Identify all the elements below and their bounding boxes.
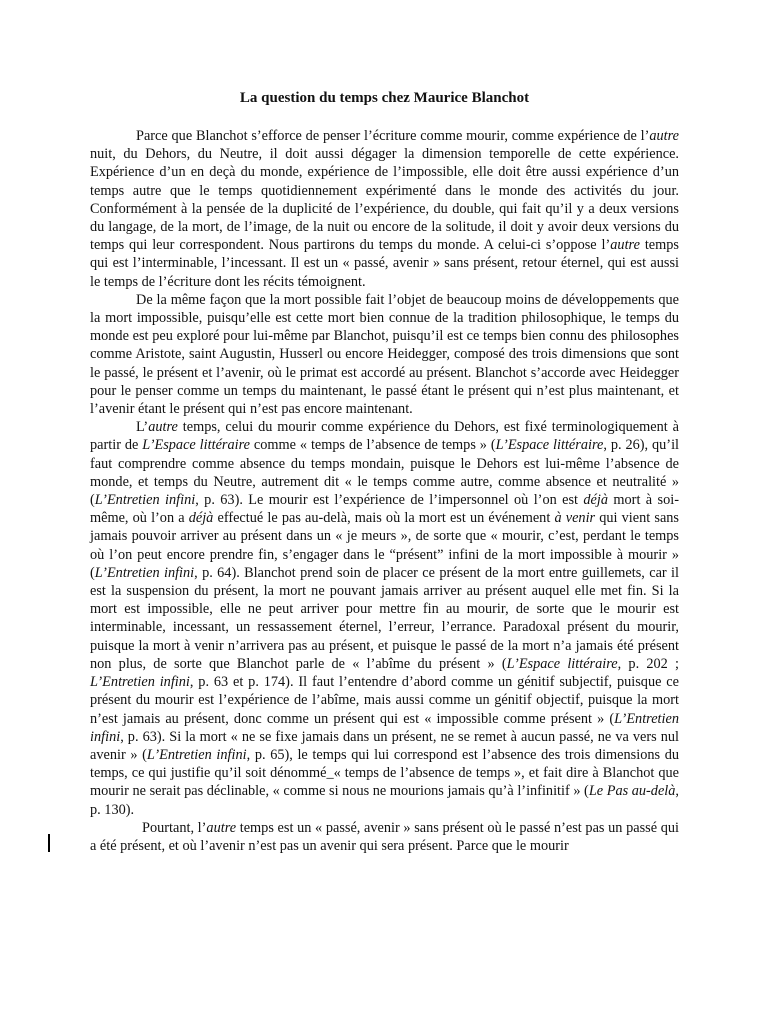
paragraph	[90, 819, 679, 855]
italic-text: L’Entretien infini	[90, 674, 190, 691]
text-run: Pourtant, l’	[142, 819, 207, 836]
italic-text: autre	[649, 128, 679, 144]
text-run: qui vient sans jamais pouvoir arriver au présent dans un « je meurs », de sorte que « mourir, c’est, perdant le temps où l’on peut encore prendre fin, s’engager dans le “présent” infini de la mort impossible à mourir » (	[90, 510, 680, 581]
italic-text: autre	[206, 819, 237, 836]
italic-text: déjà	[583, 492, 609, 509]
text-run: , p. 64). Blanchot prend soin de placer ce présent de la mort entre guillemets, car il est la suspension du présent, la mort ne pouvant jamais arriver au présent auquel elle met fin. Si la mort est impossible, elle ne peut arriver pour mettre fin au mourir, de sorte que le mourir est interminable, incessant, un ressassement éternel, l’erreur, l’errance. Paradoxal présent du mourir, puisque la mort à venir n’arrivera pas au présent, et puisque le passé de la mort n’a jamais été présent non plus, de sorte que Blanchot parle de « l’abîme du présent » (	[90, 564, 679, 672]
text-run: comme « temps de l’absence de temps » (	[249, 437, 496, 454]
text-run: , p. 63 et p. 174). Il faut l’entendre d’abord comme un génitif subjectif, puisque ce présent du mourir est l’expérience de l’abîme, mais aussi comme un génitif objectif, puisque la mort n’est jamais au présent, donc comme un présent qui est « impossible comme présent » (	[90, 674, 679, 727]
paragraph	[90, 291, 679, 418]
text-run: temps est un « passé, avenir » sans présent où le passé n’est pas un passé qui a été présent, et où l’avenir n’est pas un avenir qui sera présent. Parce que le mourir	[90, 819, 679, 854]
italic-text: L’Entretien infini	[94, 492, 196, 509]
text-run: Parce que Blanchot s’efforce de penser l’écriture comme mourir, comme expérience de l’	[136, 128, 650, 144]
text-run: , p. 65), le temps qui lui correspond est l’absence des trois dimensions du temps, ce qui justifie qu’il soit dénommé_« temps de l’absence de temps », et fait dire à Blanchot que mourir ne serait pas déclinable, « comme si nous ne mourions jamais qu’à l’infinitif » (	[90, 746, 679, 800]
text-run: , p. 63). Le mourir est l’expérience de l’impersonnel où l’on est	[195, 492, 584, 509]
text-run: mort à soi-même, où l’on a	[90, 492, 679, 527]
italic-text: Le Pas au-delà	[588, 783, 676, 800]
text-run: De la même façon que la mort possible fait l’objet de beaucoup moins de développements que la mort impossible, puisqu’elle est cette mort bien connue de la tradition philosophique, le temps du monde est peu exploré pour lui-même par Blanchot, puisqu’il est ce temps bien connu des philosophes comme Aristote, saint Augustin, Husserl ou encore Heidegger, composé des trois dimensions que sont le passé, le présent et l’avenir, où le primat est accordé au présent. Blanchot s’accorde avec Heidegger pour le penser comme un temps du maintenant, le passé étant le présent qui n’est plus maintenant, et l’avenir étant le présent qui n’est pas encore maintenant.	[90, 291, 679, 418]
text-run: effectué le pas au-delà, mais où la mort est un événement	[213, 510, 555, 527]
italic-text: L’Entretien infini	[94, 564, 195, 581]
document-body	[90, 127, 679, 855]
paragraph	[90, 127, 679, 291]
italic-text: déjà	[188, 510, 214, 527]
text-run: , p. 130).	[90, 783, 679, 818]
text-run: L’	[136, 419, 149, 436]
italic-text: L’Espace littéraire	[506, 655, 618, 672]
text-run: temps qui est l’interminable, l’incessant. Il est un « passé, avenir » sans présent, retour éternel, qui est aussi le temps de l’écriture dont les récits témoignent.	[90, 237, 679, 290]
italic-text: L’Entretien infini	[146, 746, 247, 763]
document-page	[90, 88, 679, 855]
text-run: , p. 26), qu’il faut comprendre comme absence du temps mondain, puisque le Dehors est lui-même l’absence de monde, et temps du Neutre, autrement dit « le temps comme autre, comme absence et neutralité » (	[90, 437, 680, 509]
text-run: , p. 63). Si la mort « ne se fixe jamais dans un présent, ne se remet à aucun passé, ne va vers nul avenir » (	[90, 728, 679, 763]
italic-text: L’Espace littéraire	[142, 437, 250, 454]
text-cursor	[48, 834, 50, 852]
paragraph	[90, 418, 679, 818]
text-run: , p. 202 ;	[617, 655, 680, 672]
italic-text: L’Espace littéraire	[495, 437, 604, 454]
text-run: nuit, du Dehors, du Neutre, il doit aussi dégager la dimension temporelle de cette expérience. Expérience d’un en deçà du monde, expérience de l’impossible, elle doit être aussi expérience d’un temps autre que le temps quotidiennement expérimenté dans le monde des activités du jour. Conformément à la pensée de la duplicité de l’expérience, du double, qui fait qu’il y a deux versions du langage, de la mort, de l’image, de la nuit ou encore de la solitude, il doit y avoir deux versions du temps qui leur correspondent. Nous partirons du temps du monde. A celui-ci s’oppose l’	[90, 146, 679, 254]
italic-text: autre	[610, 237, 640, 254]
italic-text: autre	[148, 419, 178, 436]
document-title: La question du temps chez Maurice Blanchot	[239, 90, 530, 106]
italic-text: à venir	[554, 510, 596, 527]
italic-text: L’Entretien infini	[90, 710, 679, 745]
text-run: temps, celui du mourir comme expérience du Dehors, est fixé terminologiquement à partir de	[90, 419, 679, 454]
